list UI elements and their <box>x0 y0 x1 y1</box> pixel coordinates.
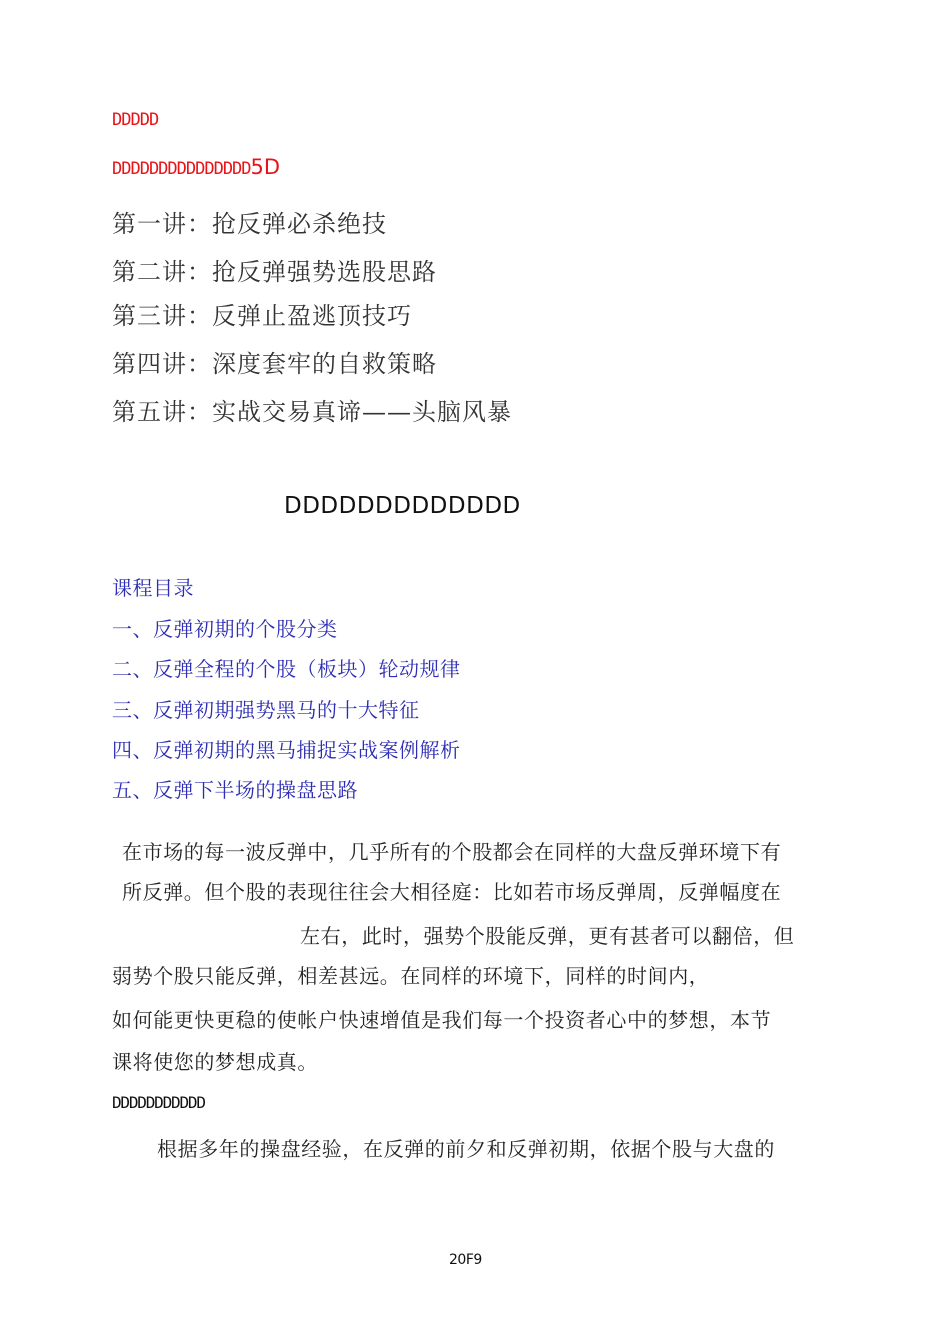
catalog-item-4: 四、反弹初期的黑马捕捉实战案例解析 <box>112 738 461 762</box>
red-header-line-1: DDDDD <box>112 110 159 130</box>
intro-line-1: 在市场的每一波反弹中，几乎所有的个股都会在同样的大盘反弹环境下有 <box>122 840 782 864</box>
intro-line-4: 弱势个股只能反弹，相差甚远。在同样的环境下，同样的时间内， <box>112 964 710 988</box>
intro-line-2: 所反弹。但个股的表现往往会大相径庭：比如若市场反弹周，反弹幅度在 <box>122 880 782 904</box>
paragraph-line-1: 根据多年的操盘经验，在反弹的前夕和反弹初期，依据个股与大盘的 <box>157 1137 775 1161</box>
catalog-title: 课程目录 <box>112 576 194 600</box>
intro-line-3: 左右，此时，强势个股能反弹，更有甚者可以翻倍，但 <box>300 924 795 948</box>
lecture-5: 第五讲：实战交易真谛——头脑风暴 <box>112 398 512 426</box>
intro-line-5: 如何能更快更稳的使帐户快速增值是我们每一个投资者心中的梦想，本节 <box>112 1008 772 1032</box>
subheading: DDDDDDDDDDD <box>112 1093 205 1112</box>
red-header-line-2-prefix: DDDDDDDDDDDDDDD <box>112 159 251 179</box>
lecture-2: 第二讲：抢反弹强势选股思路 <box>112 258 437 286</box>
catalog-item-1: 一、反弹初期的个股分类 <box>112 617 338 641</box>
lecture-3: 第三讲：反弹止盈逃顶技巧 <box>112 302 412 330</box>
page-footer: 20F9 <box>449 1252 482 1268</box>
catalog-item-5: 五、反弹下半场的操盘思路 <box>112 778 358 802</box>
catalog-item-3: 三、反弹初期强势黑马的十大特征 <box>112 698 420 722</box>
lecture-1: 第一讲：抢反弹必杀绝技 <box>112 210 387 238</box>
section-title: DDDDDDDDDDDDD <box>284 493 521 519</box>
red-header-line-2 <box>112 155 280 179</box>
red-header-line-2-suffix: 5D <box>250 155 281 179</box>
catalog-item-2: 二、反弹全程的个股（板块）轮动规律 <box>112 657 461 681</box>
intro-line-6: 课将使您的梦想成真。 <box>112 1050 318 1074</box>
lecture-4: 第四讲：深度套牢的自救策略 <box>112 350 437 378</box>
